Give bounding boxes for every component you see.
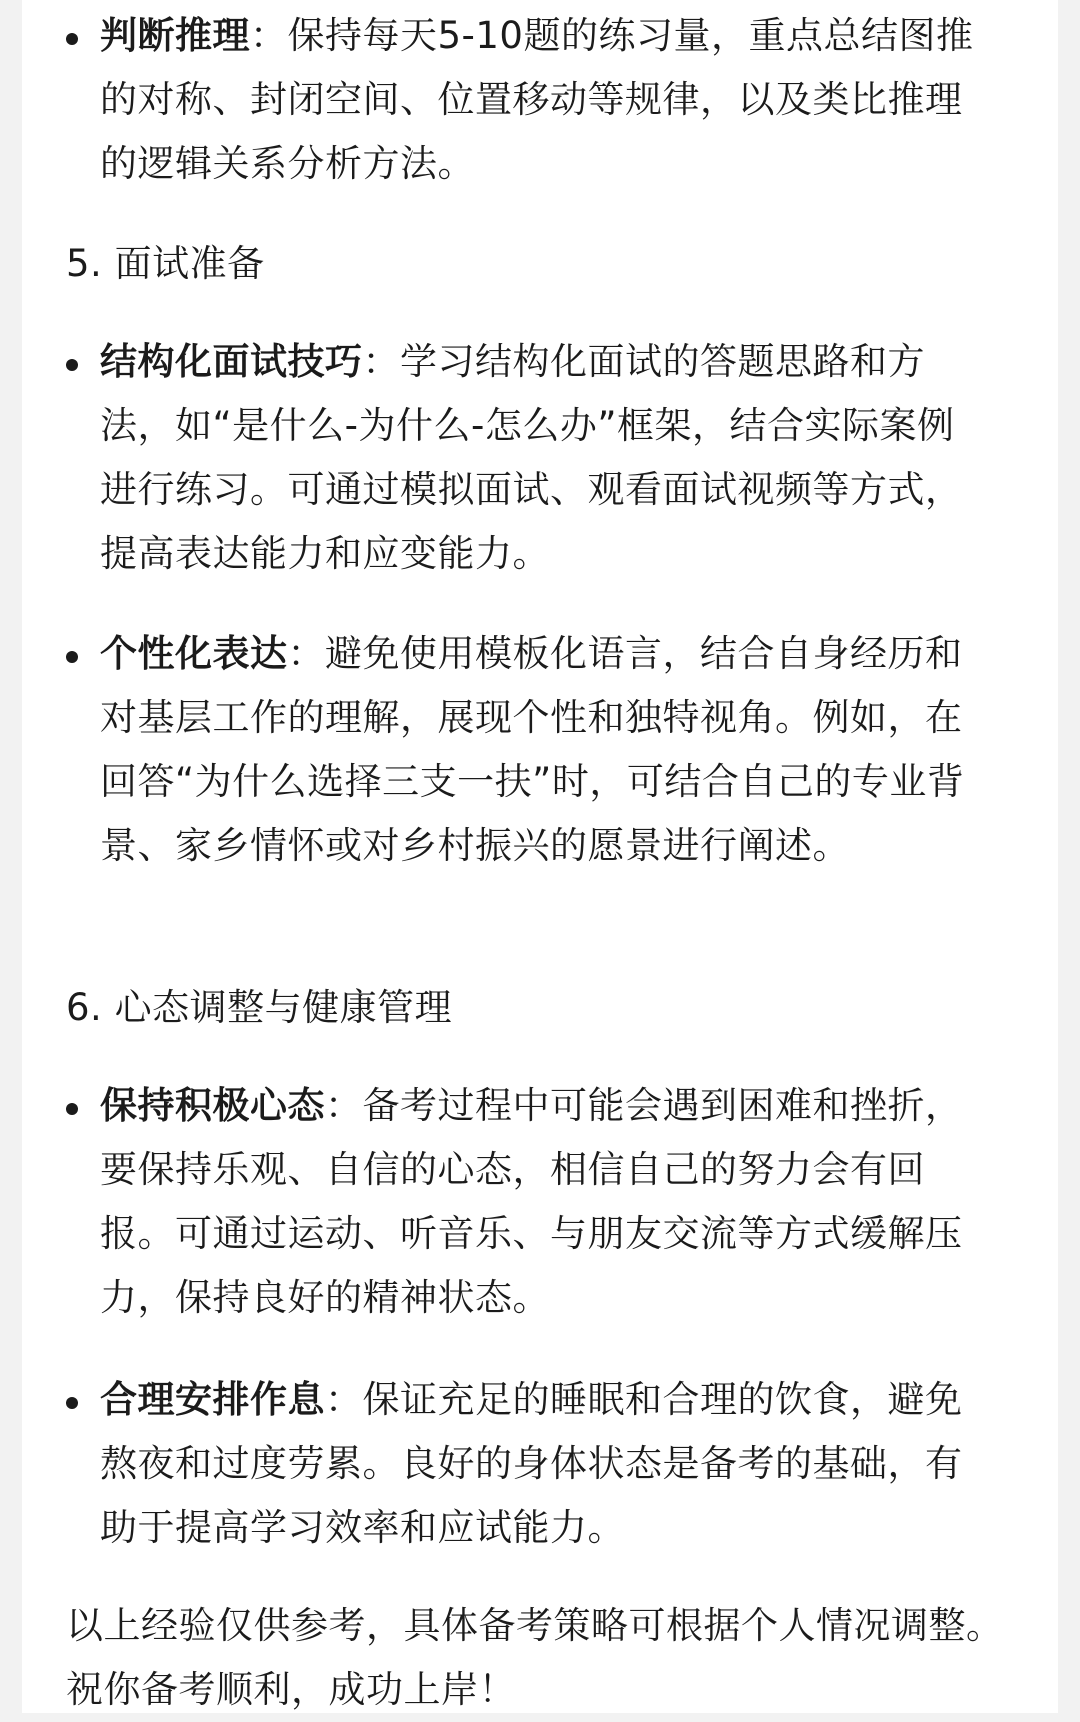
- bullet-text: 学习结构化面试的答题思路和方法，如“是什么-为什么-怎么办”框架，结合实际案例进行练习。可通过模拟面试、观看面试视频等方式，提高表达能力和应变能力。: [100, 340, 963, 575]
- bullet-dot: [66, 1397, 78, 1409]
- bullet-structured-interview: [66, 330, 980, 586]
- bullet-term: 个性化表达: [100, 632, 288, 675]
- section-heading-6: 6. 心态调整与健康管理: [66, 986, 453, 1029]
- closing-paragraph: 以上经验仅供参考，具体备考策略可根据个人情况调整。祝你备考顺利，成功上岸！: [66, 1604, 1004, 1711]
- bullet-dot: [66, 359, 78, 371]
- bullet-judgment: [66, 4, 980, 196]
- bullet-separator: ：: [362, 340, 400, 383]
- section-heading-5: 5. 面试准备: [66, 242, 265, 285]
- bullet-term: 判断推理: [100, 14, 250, 57]
- page-card: [22, 0, 1058, 1713]
- bullet-separator: ：: [325, 1084, 363, 1127]
- bullet-personal-expression: [66, 622, 980, 878]
- bullet-positive-mindset: [66, 1074, 980, 1330]
- bullet-rest-schedule: [66, 1368, 980, 1560]
- bullet-dot: [66, 33, 78, 45]
- bullet-text: 保持每天5-10题的练习量，重点总结图推的对称、封闭空间、位置移动等规律，以及类比推理的逻辑关系分析方法。: [100, 14, 974, 185]
- bullet-text: 备考过程中可能会遇到困难和挫折，要保持乐观、自信的心态，相信自己的努力会有回报。可通过运动、听音乐、与朋友交流等方式缓解压力，保持良好的精神状态。: [100, 1084, 963, 1319]
- bullet-dot: [66, 1103, 78, 1115]
- bullet-text: 保证充足的睡眠和合理的饮食，避免熬夜和过度劳累。良好的身体状态是备考的基础，有助于提高学习效率和应试能力。: [100, 1378, 963, 1549]
- bullet-text: 避免使用模板化语言，结合自身经历和对基层工作的理解，展现个性和独特视角。例如，在回答“为什么选择三支一扶”时，可结合自己的专业背景、家乡情怀或对乡村振兴的愿景进行阐述。: [100, 632, 965, 867]
- bullet-term: 结构化面试技巧: [100, 340, 363, 383]
- bullet-term: 保持积极心态: [100, 1084, 325, 1127]
- bullet-dot: [66, 651, 78, 663]
- bullet-term: 合理安排作息: [100, 1378, 325, 1421]
- bullet-separator: ：: [287, 632, 325, 675]
- bullet-separator: ：: [250, 14, 288, 57]
- bullet-separator: ：: [325, 1378, 363, 1421]
